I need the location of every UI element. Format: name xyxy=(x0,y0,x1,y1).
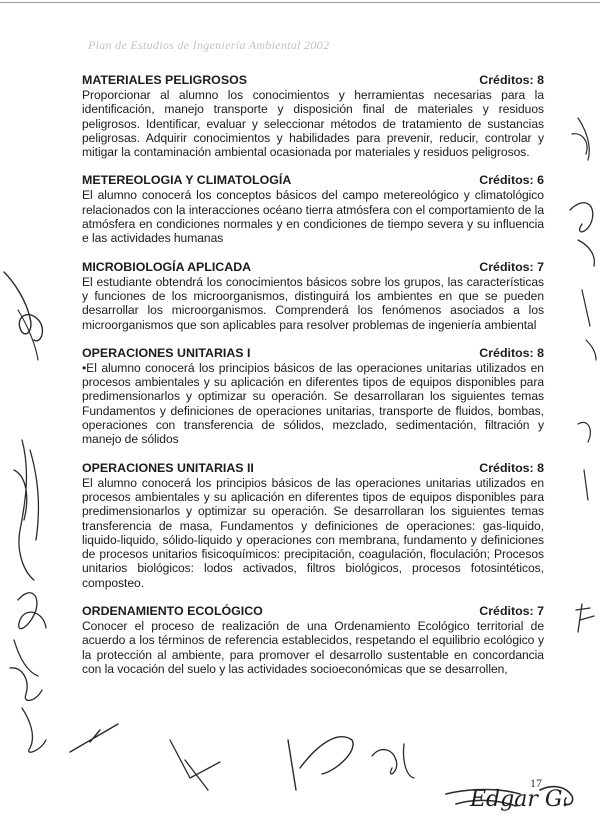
left-margin-signature xyxy=(22,708,46,752)
running-header: Plan de Estudios de Ingeniería Ambiental 2002 xyxy=(88,38,330,52)
course-operaciones-unitarias-1 xyxy=(82,346,544,447)
course-description: El alumno conocerá los conceptos básicos del campo metereológico y climatológico relacionados con la interacciones océano tierra atmósfera con el comportamiento de la atmósfera en condiciones normales y en condiciones de tiempo severa y su influencia e las actividades humanas xyxy=(82,188,544,246)
left-margin-signature xyxy=(10,640,42,700)
left-margin-signature xyxy=(18,593,46,629)
left-margin-signature xyxy=(4,272,42,341)
right-margin-signature xyxy=(572,118,589,160)
course-heading xyxy=(82,173,544,188)
course-heading xyxy=(82,260,544,275)
scan-edge-line xyxy=(0,2,600,3)
course-title: METEREOLOGIA Y CLIMATOLOGÍA xyxy=(82,173,292,188)
bottom-right-signature-text: Edgar G. xyxy=(470,787,569,812)
course-heading xyxy=(82,73,544,88)
left-margin-signature xyxy=(18,310,38,360)
course-title: MATERIALES PELIGROSOS xyxy=(82,73,247,87)
bottom-right-signature xyxy=(446,787,573,806)
left-margin-signature xyxy=(14,440,38,580)
course-credits: Créditos: 8 xyxy=(479,345,544,360)
course-metereologia-climatologia xyxy=(82,173,544,245)
course-materiales-peligrosos xyxy=(82,73,544,159)
bottom-signature xyxy=(372,744,414,778)
bottom-signature xyxy=(288,737,353,790)
course-ordenamiento-ecologico xyxy=(82,604,544,676)
course-credits: Créditos: 8 xyxy=(479,73,544,87)
right-margin-signature xyxy=(582,290,596,360)
right-margin-signature xyxy=(578,422,590,500)
course-credits: Créditos: 6 xyxy=(479,173,544,188)
course-description: El estudiante obtendrá los conocimientos básicos sobre los grupos, las características y funciones de los microorganismos, distinguirá los ambientes en que se pueden desarrollar los microorganismos. Comprenderá los fenómenos asociados a los microorganismos que son aplicables para resolver problemas de ingeniería ambiental xyxy=(82,274,544,332)
right-margin-signature xyxy=(570,203,594,266)
course-microbiologia-aplicada xyxy=(82,260,544,332)
course-heading xyxy=(82,461,544,476)
course-description: Proporcionar al alumno los conocimientos y herramientas necesarias para la identificación, manejo transporte y disposición final de materiales y residuos peligrosos. Identificar, evaluar y seleccionar métodos de tratamiento de sustancias peligrosas. Adquirir conocimientos y habilidades para prevenir, reducir, controlar y mitigar la contaminación ambiental ocasionada por materiales y residuos peligrosos. xyxy=(82,88,544,160)
course-title: OPERACIONES UNITARIAS II xyxy=(82,460,254,475)
course-credits: Créditos: 7 xyxy=(479,259,544,274)
course-description: Conocer el proceso de realización de una Ordenamiento Ecológico territorial de acuerdo a los términos de referencia establecidos, respetando el equilibrio ecológico y la protección al ambiente, para promover el desarrollo sustentable en concordancia con la vocación del suelo y las actividades socioeconómicas que se desarrollen, xyxy=(82,619,544,676)
course-title: MICROBIOLOGÍA APLICADA xyxy=(82,259,252,274)
course-description: El alumno conocerá los principios básicos de las operaciones unitarias utilizados en procesos ambientales y su aplicación en diferentes tipos de equipos disponibles para predimensionarlos y optimizar su operación. Se desarrollaran los siguientes temas transferencia de masa, Fundamentos y definiciones de operaciones: gas-liquido, liquido-liquido, sólido-liquido y operaciones con membrana, fundamento y definiciones de procesos unitarios fisicoquímicos: precipitación, coagulación, floculación; Procesos unitarios biológicos: lodos activados, filtros biológicos, procesos fotosintéticos, composteo. xyxy=(82,475,544,590)
course-title: ORDENAMIENTO ECOLÓGICO xyxy=(82,604,263,619)
course-list xyxy=(82,73,544,690)
course-heading xyxy=(82,346,544,361)
course-operaciones-unitarias-2 xyxy=(82,461,544,590)
course-title: OPERACIONES UNITARIAS I xyxy=(82,345,251,360)
page-number: 17 xyxy=(530,776,542,790)
right-margin-signature xyxy=(576,604,594,632)
course-description: •El alumno conocerá los principios básicos de las operaciones unitarias utilizados en procesos ambientales y su aplicación en diferentes tipos de equipos disponibles para predimensionarlos y optimizar su operación. Se desarrollaran los siguientes temas Fundamentos y definiciones de operaciones unitarias, transporte de fluidos, bombas, operaciones con transferencia de sólidos, mezclado, sedimentación, filtración y manejo de sólidos xyxy=(82,360,544,447)
bottom-signature xyxy=(170,740,220,790)
course-credits: Créditos: 8 xyxy=(479,460,544,475)
course-heading xyxy=(82,604,544,619)
bottom-signature xyxy=(70,724,118,752)
course-credits: Créditos: 7 xyxy=(479,604,544,619)
